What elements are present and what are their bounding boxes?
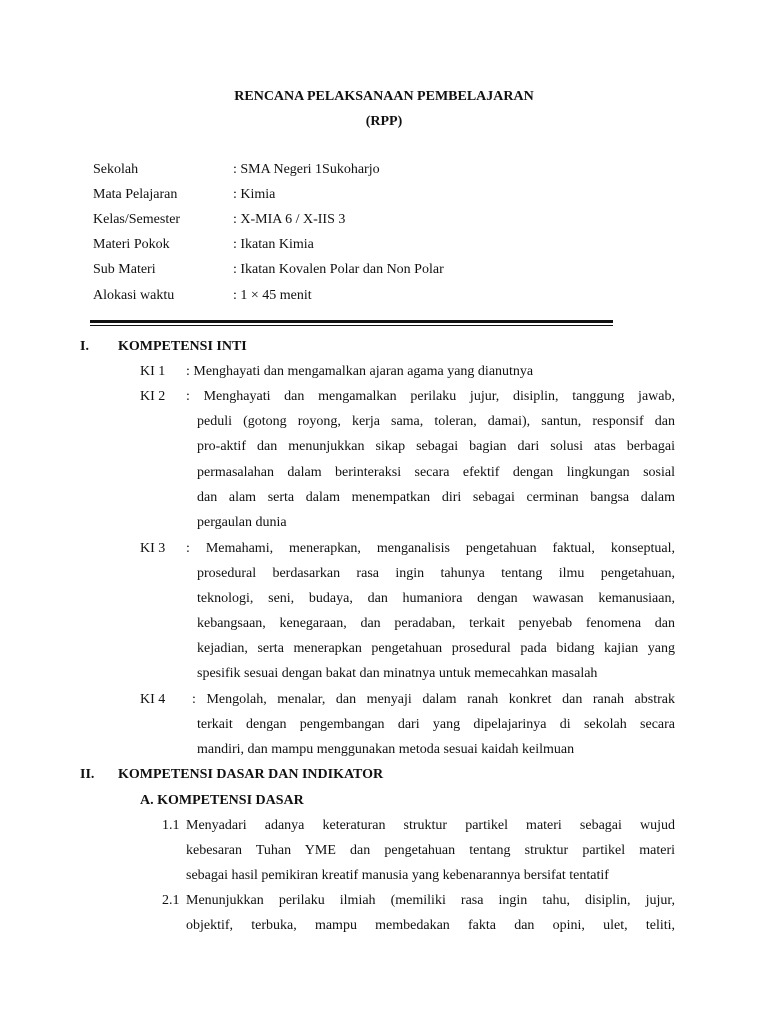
section-heading: KOMPETENSI INTI: [118, 339, 247, 354]
identity-label: Materi Pokok: [93, 237, 170, 252]
ki-text-line: : Mengolah, menalar, dan menyaji dalam ranah konkret dan ranah abstrak: [192, 692, 675, 707]
ki-text-line: kebangsaan, kenegaraan, dan peradaban, terkait penyebab fenomena dan: [197, 616, 675, 631]
subsection-heading: A. KOMPETENSI DASAR: [140, 793, 304, 808]
identity-label: Mata Pelajaran: [93, 187, 178, 202]
ki-text-line: pro-aktif dan menunjukkan sikap sebagai bagian dari solusi atas berbagai: [197, 439, 675, 454]
ki-label: KI 4: [140, 692, 166, 707]
ki-label: KI 3: [140, 541, 166, 556]
identity-label: Kelas/Semester: [93, 212, 181, 227]
kd-text-line: Menyadari adanya keteraturan struktur partikel materi sebagai wujud: [186, 818, 675, 833]
identity-value: : 1 × 45 menit: [233, 288, 312, 303]
document-subtitle: (RPP): [365, 114, 403, 129]
section-heading: KOMPETENSI DASAR DAN INDIKATOR: [118, 767, 384, 782]
identity-value: : SMA Negeri 1Sukoharjo: [233, 162, 380, 177]
identity-label: Sub Materi: [93, 262, 156, 277]
divider-thick: [90, 320, 613, 323]
ki-text-line: teknologi, seni, budaya, dan humaniora dengan wawasan kemanusiaan,: [197, 591, 675, 606]
divider-thin: [90, 325, 613, 326]
section-number: I.: [80, 339, 89, 354]
kd-text-line: sebagai hasil pemikiran kreatif manusia yang kebenarannya bersifat tentatif: [186, 868, 609, 883]
ki-text-line: peduli (gotong royong, kerja sama, toleran, damai), santun, responsif dan: [197, 414, 675, 429]
kd-text-line: kebesaran Tuhan YME dan pengetahuan tentang struktur partikel materi: [186, 843, 675, 858]
ki-label: KI 2: [140, 389, 166, 404]
kd-text-line: Menunjukkan perilaku ilmiah (memiliki rasa ingin tahu, disiplin, jujur,: [186, 893, 675, 908]
identity-value: : X-MIA 6 / X-IIS 3: [233, 212, 346, 227]
ki-text-line: terkait dengan pengembangan dari yang dipelajarinya di sekolah secara: [197, 717, 675, 732]
document-title: RENCANA PELAKSANAAN PEMBELAJARAN: [234, 89, 534, 104]
ki-text-line: kejadian, serta menerapkan pengetahuan prosedural pada bidang kajian yang: [197, 641, 675, 656]
kd-number: 2.1: [162, 893, 180, 908]
identity-label: Alokasi waktu: [93, 288, 175, 303]
ki-text-line: : Menghayati dan mengamalkan ajaran agama yang dianutnya: [186, 364, 534, 379]
identity-value: : Ikatan Kimia: [233, 237, 314, 252]
section-number: II.: [80, 767, 95, 782]
kd-text-line: objektif, terbuka, mampu membedakan fakta dan opini, ulet, teliti,: [186, 918, 675, 933]
kd-number: 1.1: [162, 818, 180, 833]
ki-label: KI 1: [140, 364, 166, 379]
identity-value: : Kimia: [233, 187, 276, 202]
ki-text-line: prosedural berdasarkan rasa ingin tahunya tentang ilmu pengetahuan,: [197, 566, 675, 581]
ki-text-line: spesifik sesuai dengan bakat dan minatnya untuk memecahkan masalah: [197, 666, 598, 681]
ki-text-line: : Menghayati dan mengamalkan perilaku jujur, disiplin, tanggung jawab,: [186, 389, 675, 404]
identity-value: : Ikatan Kovalen Polar dan Non Polar: [233, 262, 444, 277]
ki-text-line: mandiri, dan mampu menggunakan metoda sesuai kaidah keilmuan: [197, 742, 575, 757]
identity-label: Sekolah: [93, 162, 139, 177]
ki-text-line: : Memahami, menerapkan, menganalisis pengetahuan faktual, konseptual,: [186, 541, 675, 556]
ki-text-line: pergaulan dunia: [197, 515, 287, 530]
ki-text-line: dan alam serta dalam menempatkan diri sebagai cerminan bangsa dalam: [197, 490, 675, 505]
ki-text-line: permasalahan dalam berinteraksi secara efektif dengan lingkungan sosial: [197, 465, 675, 480]
